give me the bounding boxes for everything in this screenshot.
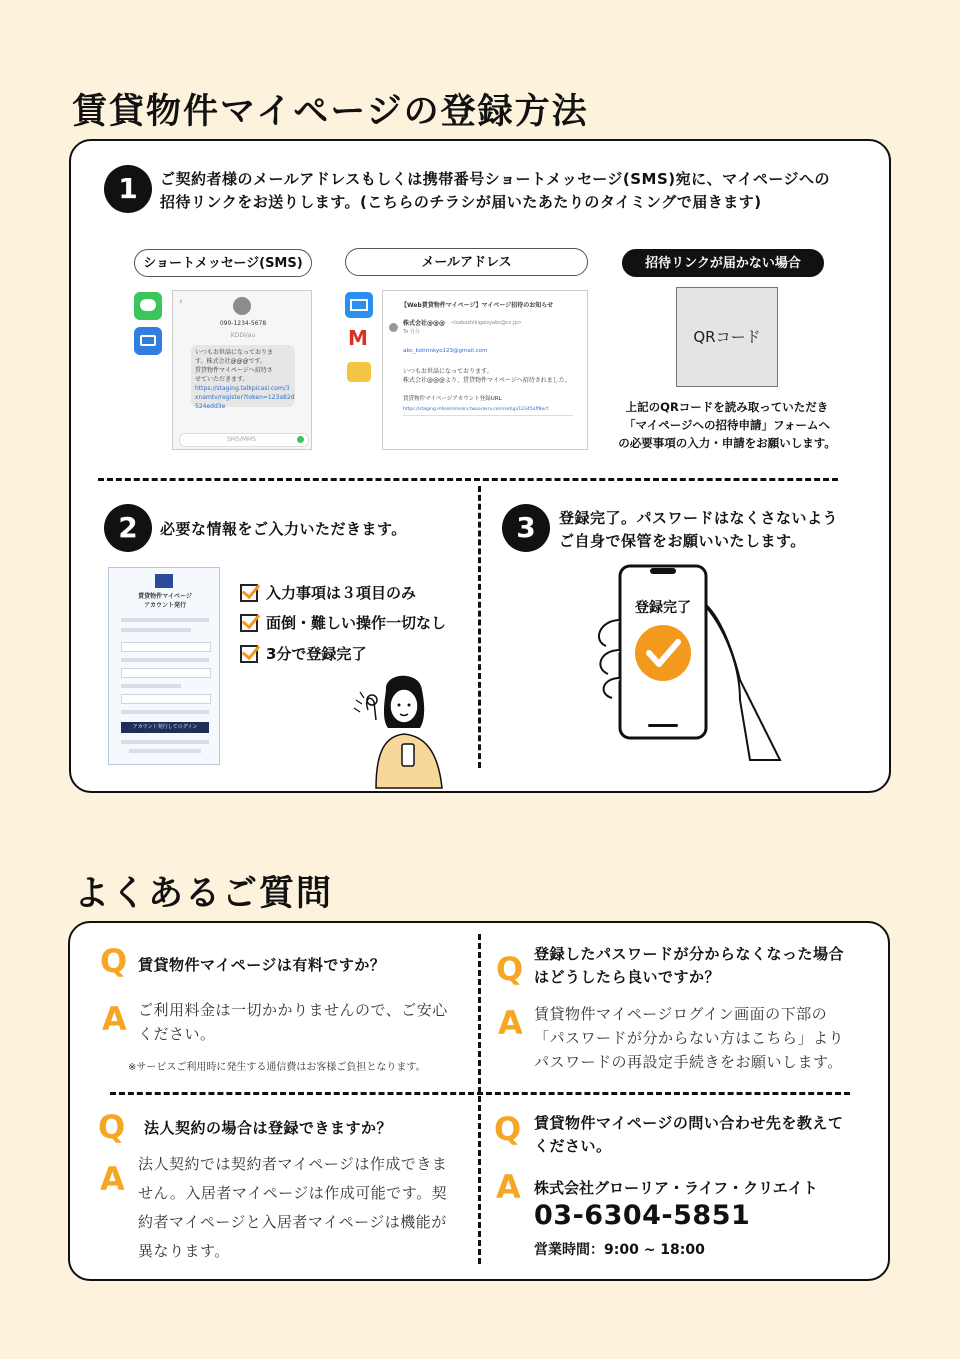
step-divider-horizontal	[98, 478, 838, 481]
sms-message: いつもお世話になっておりま す。株式会社@@@です。 賃貸物件マイページへ招待さ せていただきます。 https://staging.talkpicasi.com/3 xnamtv/register?token=123a82d 524edd3e	[195, 349, 295, 410]
faq-divider-horizontal	[110, 1092, 850, 1095]
contact-phone[interactable]: 03-6304-5851	[534, 1200, 751, 1231]
mail-label: メールアドレス	[345, 248, 588, 276]
faq-title: よくあるご質問	[74, 874, 334, 914]
noinvite-label: 招待リンクが届かない場合	[622, 249, 824, 277]
mail-yellow-icon	[347, 362, 371, 382]
phone-complete-label: 登録完了	[635, 600, 691, 616]
q-mark: Q	[494, 1110, 522, 1148]
q-mark: Q	[98, 1108, 126, 1146]
form-input-2	[121, 668, 211, 678]
faq1-note: ※サービスご利用時に発生する通信費はお客様ご負担となります。	[128, 1062, 426, 1073]
step-divider-vertical	[478, 486, 481, 768]
feature-2: 面倒・難しい操作一切なし	[266, 614, 447, 632]
mail-app-icon	[345, 292, 373, 318]
q-mark: Q	[496, 950, 524, 988]
mail-screen	[382, 290, 588, 450]
step1-number: 1	[104, 165, 152, 213]
contact-avatar-icon	[233, 297, 251, 315]
form-screen	[108, 567, 220, 765]
faq2-question: 登録したパスワードが分からなくなった場合 はどうしたら良いですか？	[534, 945, 845, 986]
message-icon	[134, 327, 162, 355]
phone-in-hand-illustration	[590, 560, 790, 770]
a-mark: A	[496, 1168, 521, 1206]
sms-input-placeholder: SMS/MMS	[227, 436, 256, 443]
qr-note: 上記のQRコードを読み取っていただき 「マイページへの招待申請」フォームへ の必要事項の入力・申請をお願いします。	[618, 400, 836, 450]
woman-ok-illustration	[346, 670, 456, 790]
faq3-answer: 法人契約では契約者マイページは作成できま せん。入居者マイページは作成可能です。契 約者マイページと入居者マイページは機能が 異なります。	[138, 1155, 448, 1260]
sms-label: ショートメッセージ(SMS)	[134, 249, 312, 277]
form-submit-button: アカウント発行してログイン	[121, 722, 209, 733]
gmail-icon: M	[348, 326, 368, 350]
mail-body: いつもお世話になっております。 株式会社@@@より、賃貸物件マイページへ招待されました。	[403, 368, 571, 384]
faq3-question: 法人契約の場合は登録できますか？	[144, 1119, 393, 1137]
step2-number: 2	[104, 504, 152, 552]
faq4-question: 賃貸物件マイページの問い合わせ先を教えて ください。	[534, 1114, 844, 1155]
sms-phone: 090-1234-5678	[219, 320, 267, 327]
step1-text: ご契約者様のメールアドレスもしくは携帯番号ショートメッセージ(SMS)宛に、マイページへの 招待リンクをお送りします。(こちらのチラシが届いたあたりのタイミングで届きます)	[160, 170, 831, 211]
check-icon	[240, 645, 258, 663]
faq-divider-vertical	[478, 934, 481, 1264]
contact-hours: 営業時間：9:00 ~ 18:00	[534, 1242, 705, 1258]
mail-divider	[403, 415, 573, 416]
mail-subject: 【Web賃貸物件マイページ】マイページ招待のお知らせ	[401, 302, 554, 309]
send-icon	[297, 436, 304, 443]
form-input-1	[121, 642, 211, 652]
form-title: 賃貸物件マイページ アカウント発行	[138, 593, 192, 609]
back-chevron-icon: ‹	[179, 297, 183, 307]
page-title: 賃貸物件マイページの登録方法	[72, 92, 589, 132]
contact-company: 株式会社グローリア・ライフ・クリエイト	[534, 1179, 818, 1197]
building-logo-icon	[155, 574, 173, 588]
check-icon	[240, 584, 258, 602]
mail-sender: 株式会社@@@	[403, 320, 446, 327]
mail-link-url: https://staging.mhsssrmnsirv.twoorasrv.com/setup/12345aff8ecf	[403, 407, 549, 412]
sender-avatar-icon	[389, 323, 398, 332]
mail-address: abc_kotirinkyo123@gmail.com	[403, 348, 488, 354]
step3-number: 3	[502, 504, 550, 552]
mail-sender-address: <kabushikigaisyabc@cc.jp>	[451, 320, 522, 326]
q-mark: Q	[100, 942, 128, 980]
mail-link-label: 賃貸物件マイページアカウント登録URL	[403, 396, 502, 402]
step3-text: 登録完了。パスワードはなくさないよう ご自身で保管をお願いいたします。	[559, 509, 839, 550]
form-input-3	[121, 694, 211, 704]
a-mark: A	[498, 1004, 523, 1042]
sms-screen	[172, 290, 312, 450]
a-mark: A	[102, 1000, 127, 1038]
faq2-answer: 賃貸物件マイページログイン画面の下部の 「パスワードが分からない方はこちら」より パスワードの再設定手続きをお願いします。	[534, 1005, 845, 1071]
faq1-answer: ご利用料金は一切かかりませんので、ご安心 ください。	[138, 1001, 448, 1043]
mail-to: To 自分	[403, 329, 420, 335]
qr-code-placeholder[interactable]	[676, 287, 778, 387]
feature-1: 入力事項は３項目のみ	[266, 584, 417, 602]
qr-label: QRコード	[693, 328, 761, 346]
messages-app-icon	[134, 292, 162, 320]
a-mark: A	[100, 1160, 125, 1198]
sms-carrier: KDDI/au	[230, 332, 256, 339]
faq1-question: 賃貸物件マイページは有料ですか？	[138, 956, 386, 974]
step2-text: 必要な情報をご入力いただきます。	[160, 520, 407, 538]
check-icon	[240, 614, 258, 632]
feature-3: 3分で登録完了	[266, 645, 367, 663]
